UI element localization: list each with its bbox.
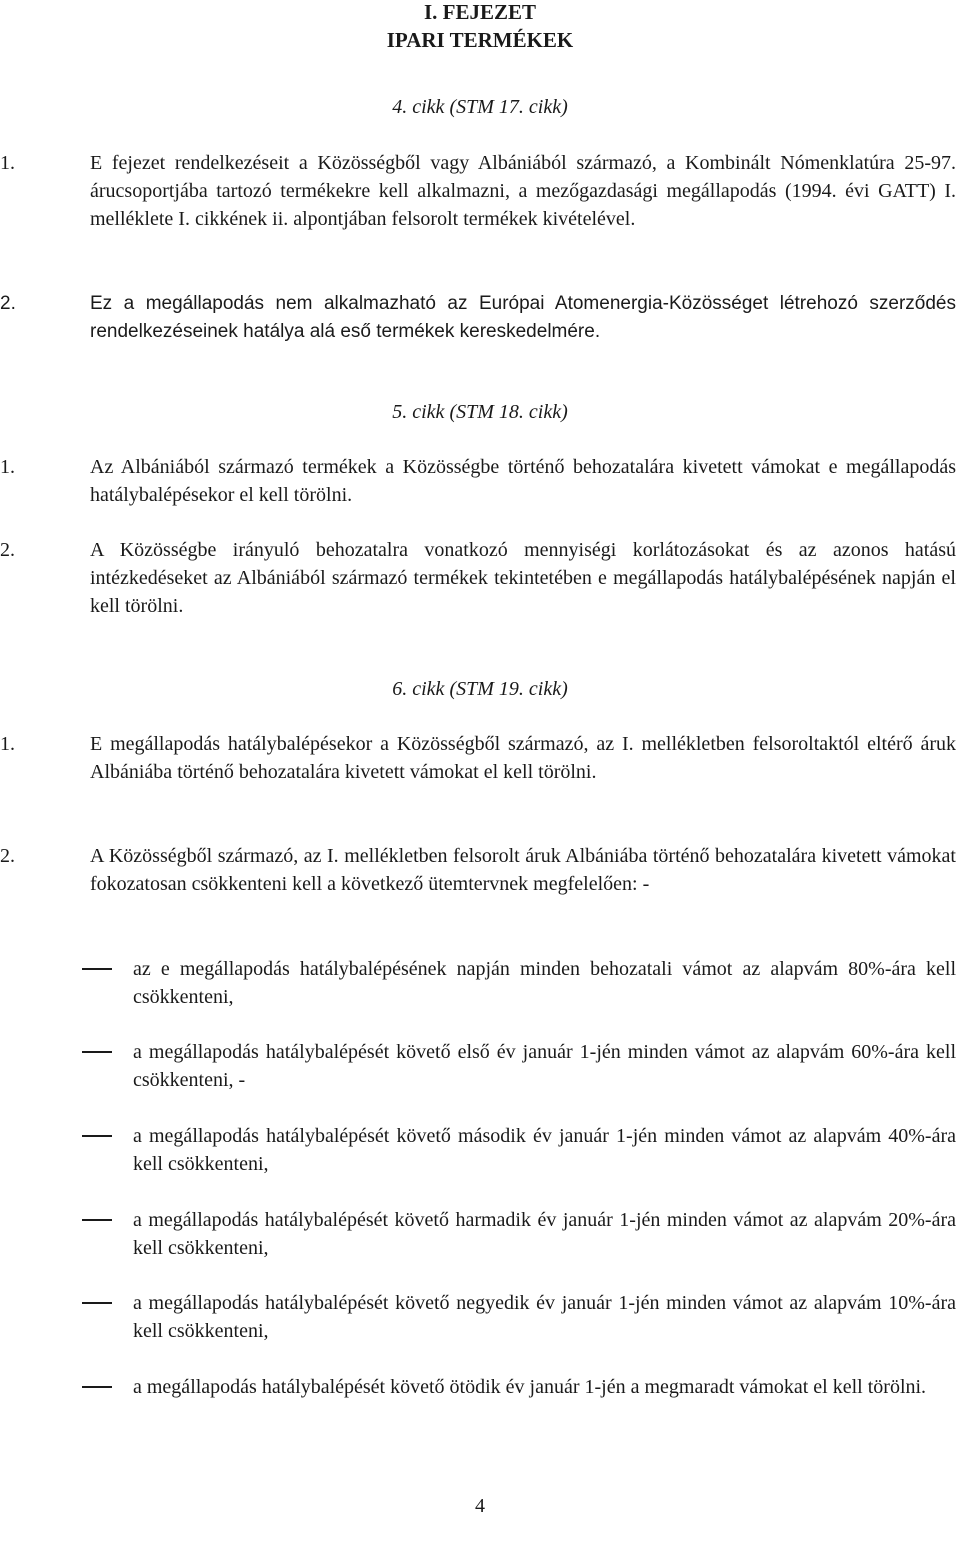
dash-bullet-icon <box>82 1135 112 1137</box>
schedule-item-text: a megállapodás hatálybalépését követő második év január 1-jén minden vámot az alapvám 40%-ára kell csökkenteni, <box>133 1125 956 1175</box>
paragraph-text: E megállapodás hatálybalépésekor a Közösségből származó, az I. mellékletben felsoroltaktól eltérő áruk Albániába történő behozatalára kivetett vámokat el kell törölni. <box>90 733 956 783</box>
dash-bullet-icon <box>82 1386 112 1388</box>
schedule-item-text: a megállapodás hatálybalépését követő harmadik év január 1-jén minden vámot az alapvám 20%-ára kell csökkenteni, <box>133 1209 956 1259</box>
paragraph-text: Az Albániából származó termékek a Közösségbe történő behozatalára kivetett vámokat e megállapodás hatálybalépésekor el kell törölni. <box>90 456 956 506</box>
paragraph-text: A Közösségbe irányuló behozatalra vonatkozó mennyiségi korlátozásokat és az azonos hatású intézkedéseket az Albániából származó termékek tekintetében e megállapodás hatálybalépésének napján el kell törölni. <box>90 539 956 617</box>
article-5-title: 5. cikk (STM 18. cikk) <box>392 401 568 423</box>
paragraph-number: 1. <box>0 456 15 478</box>
chapter-number: I. FEJEZET <box>423 0 537 24</box>
article-6-title: 6. cikk (STM 19. cikk) <box>392 678 568 700</box>
paragraph-text: Ez a megállapodás nem alkalmazható az Európai Atomenergia-Közösséget létrehozó szerződés rendelkezéseinek hatálya alá eső termékek kereskedelmére. <box>90 293 956 342</box>
article-4-title: 4. cikk (STM 17. cikk) <box>392 96 568 118</box>
dash-bullet-icon <box>82 968 112 970</box>
paragraph-number: 2. <box>0 539 15 561</box>
paragraph-number: 1. <box>0 733 15 755</box>
paragraph-text: E fejezet rendelkezéseit a Közösségből vagy Albániából származó, a Kombinált Nómenklatúra 25-97. árucsoportjába tartozó termékekre kell alkalmazni, a mezőgazdasági megállapodás (1994. évi GATT) I. melléklete I. cikkének ii. alpontjában felsorolt termékek kivételével. <box>90 152 956 230</box>
dash-bullet-icon <box>82 1302 112 1304</box>
schedule-item-text: a megállapodás hatálybalépését követő első év január 1-jén minden vámot az alapvám 60%-ára kell csökkenteni, - <box>133 1041 956 1091</box>
paragraph-number: 2. <box>0 293 16 314</box>
paragraph-number: 1. <box>0 152 15 174</box>
schedule-item-text: a megállapodás hatálybalépését követő ötödik év január 1-jén a megmaradt vámokat el kell törölni. <box>133 1376 927 1398</box>
paragraph-number: 2. <box>0 845 15 867</box>
schedule-item-text: az e megállapodás hatálybalépésének napján minden behozatali vámot az alapvám 80%-ára kell csökkenteni, <box>133 958 956 1008</box>
schedule-item-text: a megállapodás hatálybalépését követő negyedik év január 1-jén minden vámot az alapvám 10%-ára kell csökkenteni, <box>133 1292 956 1342</box>
dash-bullet-icon <box>82 1051 112 1053</box>
page-number: 4 <box>475 1495 485 1517</box>
chapter-title: IPARI TERMÉKEK <box>386 28 574 52</box>
dash-bullet-icon <box>82 1219 112 1221</box>
paragraph-text: A Közösségből származó, az I. mellékletben felsorolt áruk Albániába történő behozatalára kivetett vámokat fokozatosan csökkenteni kell a következő ütemtervnek megfelelően: - <box>90 845 956 895</box>
